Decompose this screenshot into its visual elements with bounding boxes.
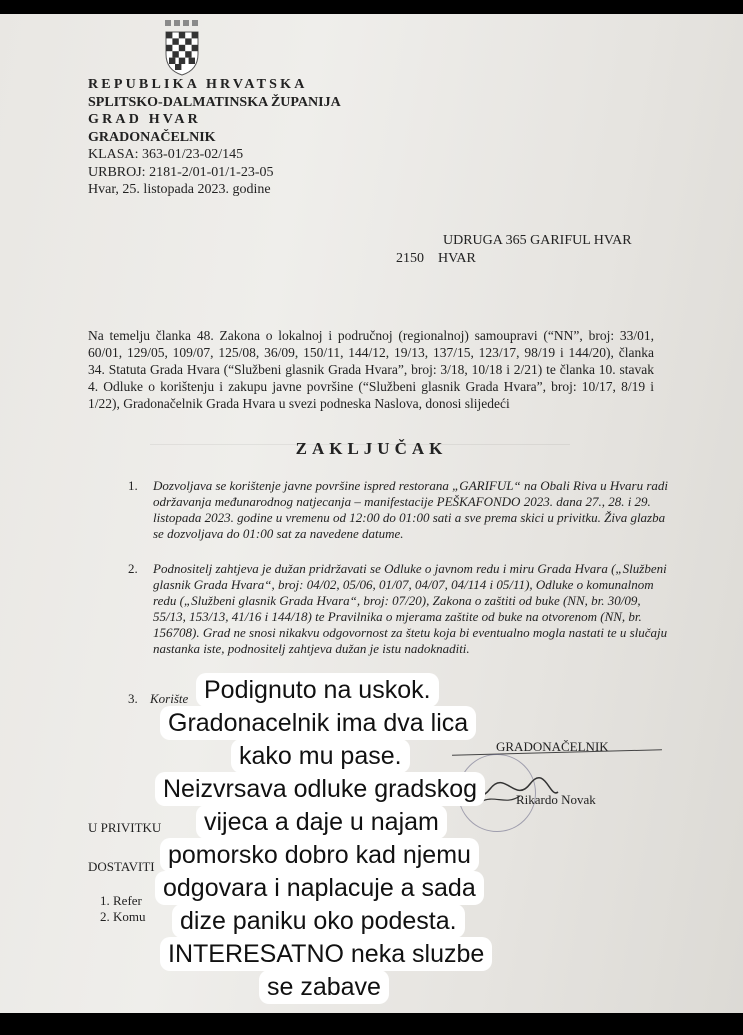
document-title: ZAKLJUČAK bbox=[295, 439, 448, 458]
overlay-caption-line: INTERESATNO neka sluzbe bbox=[160, 937, 492, 971]
document-header bbox=[88, 76, 341, 199]
header-city: GRAD HVAR bbox=[88, 112, 201, 127]
overlay-caption-line: Neizvrsava odluke gradskog bbox=[155, 772, 485, 806]
header-place-date: Hvar, 25. listopada 2023. godine bbox=[88, 182, 271, 197]
overlay-caption-line: dize paniku oko podesta. bbox=[172, 904, 465, 938]
header-county: SPLITSKO-DALMATINSKA ŽUPANIJA bbox=[88, 94, 341, 110]
recipient-name: UDRUGA 365 GARIFUL HVAR bbox=[443, 233, 632, 248]
delivery-label: DOSTAVITI bbox=[88, 859, 155, 874]
header-urbroj: URBROJ: 2181-2/01-01/1-23-05 bbox=[88, 164, 274, 180]
item-number: 1. bbox=[128, 478, 138, 493]
overlay-caption-line: odgovara i naplacuje a sada bbox=[155, 871, 484, 905]
coat-of-arms-icon bbox=[163, 20, 201, 76]
signer-name: Rikardo Novak bbox=[516, 792, 596, 807]
item-number: 2. bbox=[128, 561, 138, 576]
header-klasa: KLASA: 363-01/23-02/145 bbox=[88, 147, 244, 162]
delivery-item: 1. Refer bbox=[100, 893, 142, 908]
header-office: GRADONAČELNIK bbox=[88, 129, 216, 145]
recipient-postcode: 2150 bbox=[396, 251, 424, 266]
item-number: 3. bbox=[128, 691, 138, 706]
overlay-caption-line: kako mu pase. bbox=[231, 739, 410, 773]
item-text: Dozvoljava se korištenje javne površine ispred restorana „GARIFUL“ na Obali Riva u Hvaru radi održavanja međunarodnog natjecanja – manifestacije PEŠKAFONDO 2023. dana 27., 28. i 29. listopada 2023. godine u vremenu od 12:00 do 01:00 sati a sve prema skici u privitku. Živa glazba se dozvoljava do 01:00 sat za navedene datume. bbox=[153, 478, 669, 541]
attachment-label: U PRIVITKU bbox=[88, 820, 162, 835]
overlay-caption-line: se zabave bbox=[259, 970, 389, 1004]
top-black-bar bbox=[0, 0, 743, 14]
overlay-caption-line: Gradonacelnik ima dva lica bbox=[160, 706, 476, 740]
recipient-city: HVAR bbox=[438, 251, 476, 266]
item-text: Podnositelj zahtjeva je dužan pridržavati se Odluke o javnom redu i miru Grada Hvara („Službeni glasnik Grada Hvara“, broj: 04/02, 05/06, 01/07, 04/07, 04/114 i 05/11), Odluke o komunalnom redu („Službeni glasnik Grada Hvara“, broj: 07/20), Zakona o zaštiti od buke (NN, br. 30/09, 55/13, 153/13, 41/16 i 144/18) te Pravilnika o mjerama zaštite od buke na otvorenom (NN, br. 156708). Grad ne snosi nikakvu odgovornost za štetu koja bi eventualno mogla nastati te u slučaju nastanka iste, podnositelj zahtjeva dužan je istu nadoknaditi. bbox=[153, 561, 668, 656]
signature-title: GRADONAČELNIK bbox=[496, 739, 609, 754]
recipient-address bbox=[396, 251, 490, 267]
overlay-caption-line: Podignuto na uskok. bbox=[196, 673, 439, 707]
intro-paragraph: Na temelju članka 48. Zakona o lokalnoj i područnoj (regionalnoj) samoupravi (“NN”, broj: 33/01, 60/01, 129/05, 109/07, 125/08, 36/09, 150/11, 144/12, 19/13, 137/15, 123/17, 98/19 i 144/20), članka 34. Statuta Grada Hvara (“Službeni glasnik Grada Hvara”, broj: 3/18, 10/18 i 2/21) te članka 10. stavak 4. Odluke o korištenju i zakupu javne površine (“Službeni glasnik Grada Hvara”, broj: 10/17, 8/19 i 1/22), Gradonačelnik Grada Hvara u svezi podneska Naslova, donosi slijedeći bbox=[88, 328, 654, 411]
overlay-caption-line: vijeca a daje u najam bbox=[196, 805, 447, 839]
overlay-caption-line: pomorsko dobro kad njemu bbox=[160, 838, 479, 872]
item-text: Korište bbox=[150, 691, 189, 706]
bottom-black-bar bbox=[0, 1013, 743, 1035]
header-republic: REPUBLIKA HRVATSKA bbox=[88, 77, 308, 92]
delivery-item: 2. Komu bbox=[100, 909, 146, 924]
